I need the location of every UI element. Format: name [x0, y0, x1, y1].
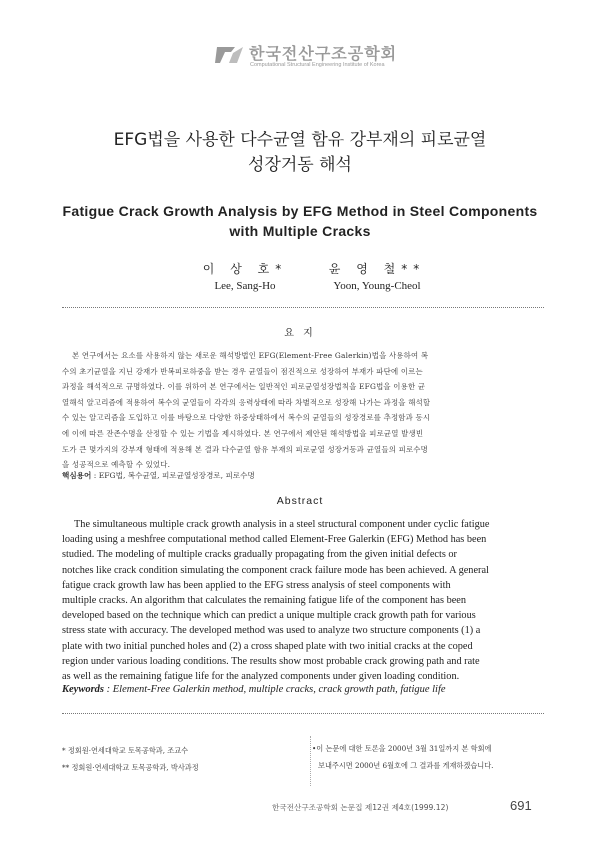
author-2 — [307, 260, 447, 292]
note-line: •이 논문에 대한 토론을 2000년 3월 31일까지 본 학회에 — [312, 744, 492, 753]
divider — [62, 713, 544, 714]
paper-title-ko — [0, 128, 600, 178]
abstract-en-line: The simultaneous multiple crack growth analysis in a steel structural component under cyclic fatigue — [74, 519, 490, 530]
abstract-ko-line: 을 성공적으로 예측할 수 있었다. — [62, 460, 171, 470]
abstract-en — [62, 517, 546, 684]
society-logo — [215, 41, 425, 75]
discussion-note — [312, 740, 552, 774]
affiliation-line: ** 정회원·연세대학교 토목공학과, 박사과정 — [62, 763, 199, 772]
author-name-en: Lee, Sang-Ho — [214, 280, 276, 292]
abstract-ko-line: 과정을 해석적으로 규명하였다. 이를 위하여 본 연구에서는 일반적인 피로균열성장법칙을 EFG법을 이용한 균 — [62, 382, 426, 392]
society-name-en: Computational Structural Engineering Institute of Korea — [250, 62, 385, 68]
author-name-ko: 이 상 호* — [202, 262, 288, 276]
divider — [310, 736, 311, 786]
divider — [62, 307, 544, 308]
author-name-en: Yoon, Young-Cheol — [333, 280, 421, 292]
affiliation-line: * 정회원·연세대학교 토목공학과, 조교수 — [62, 746, 189, 755]
keywords-ko-text: : EFG법, 복수균열, 피로균열성장경로, 피로수명 — [91, 471, 255, 480]
note-line: 보내주시면 2000년 6월호에 그 결과를 게재하겠습니다. — [318, 761, 494, 770]
abstract-en-line: region under various loading conditions. The results show most probable crack growing path and rate — [62, 655, 480, 667]
title-ko-line: 성장거동 해석 — [248, 155, 352, 175]
abstract-ko-heading: 요 지 — [284, 328, 316, 339]
title-en-line: Fatigue Crack Growth Analysis by EFG Method in Steel Components — [62, 203, 538, 219]
abstract-ko-line: 열해석 알고리즘에 적용하여 복수의 균열들이 각각의 응력상태에 따라 차별적으로 성장해 나가는 과정을 해석할 — [62, 397, 431, 407]
keywords-ko-label: 핵심용어 — [62, 471, 92, 480]
society-logo-icon — [215, 43, 245, 67]
keywords-en — [62, 684, 546, 695]
society-name: 한국전산구조공학회 — [249, 44, 398, 63]
abstract-ko-line: 도가 큰 몇가지의 강부재 형태에 적용해 본 결과 다수균열 함유 부재의 피로균열 성장거동과 균열들의 피로수명 — [62, 444, 428, 454]
abstract-ko-line: 수 있는 알고리즘을 도입하고 이를 바탕으로 다양한 하중상태하에서 복수의 균열들의 성장경로를 추정함과 동시 — [62, 413, 431, 423]
abstract-en-line: as well as the remaining fatigue life for the analyzed components under given loading condition. — [62, 671, 460, 683]
keywords-en-label: Keywords — [62, 684, 104, 695]
abstract-en-line: fatigue crack growth law has been applied to the EFG stress analysis of steel components with — [62, 579, 451, 591]
title-en-line: with Multiple Cracks — [229, 223, 371, 239]
keywords-ko — [62, 470, 544, 481]
keywords-en-text: : Element-Free Galerkin method, multiple cracks, crack growth path, fatigue life — [104, 684, 446, 695]
abstract-ko-line: 에 이에 따른 잔존수명을 산정할 수 있는 기법을 제시하였다. 본 연구에서 제안된 해석방법을 피로균열 발생빈 — [62, 428, 424, 438]
author-1 — [175, 260, 315, 292]
abstract-en-heading: Abstract — [276, 495, 324, 507]
author-name-ko: 윤 영 철** — [328, 262, 426, 276]
title-ko-line: EFG법을 사용한 다수균열 함유 강부재의 피로균열 — [113, 130, 487, 150]
abstract-ko-line: 본 연구에서는 요소를 사용하지 않는 새로운 해석방법인 EFG(Element-Free Galerkin)법을 사용하여 복 — [72, 351, 429, 360]
abstract-en-line: developed based on the technique which can predict a unique multiple crack growth path for various — [62, 610, 476, 622]
abstract-ko — [62, 348, 544, 473]
paper-title-en — [0, 201, 600, 241]
page-number: 691 — [510, 798, 532, 813]
abstract-ko-line: 수의 초기균열을 지닌 강재가 반복피로하중을 받는 경우 균열들이 점진적으로 성장하여 부재가 파단에 이르는 — [62, 366, 423, 376]
journal-footer: 한국전산구조공학회 논문집 제12권 제4호(1999.12) — [272, 803, 449, 812]
abstract-en-line: loading using a meshfree computational method called Element-Free Galerkin (EFG) Method has been — [62, 534, 487, 546]
abstract-en-line: notches like crack condition simulating the component crack failure mode has been achieved. A general — [62, 564, 489, 576]
abstract-en-line: stress state with accuracy. The developed method was used to analyze two structure components (1) a — [62, 625, 481, 637]
abstract-en-line: plate with two initial punched holes and (2) a cross shaped plate with two initial cracks at the coped — [62, 640, 473, 652]
abstract-en-line: multiple cracks. An algorithm that calculates the remaining fatigue life of the component has been — [62, 595, 467, 607]
author-affiliations — [62, 742, 307, 776]
abstract-en-line: studied. The modeling of multiple cracks gradually propagating from the given initial defects or — [62, 549, 457, 561]
